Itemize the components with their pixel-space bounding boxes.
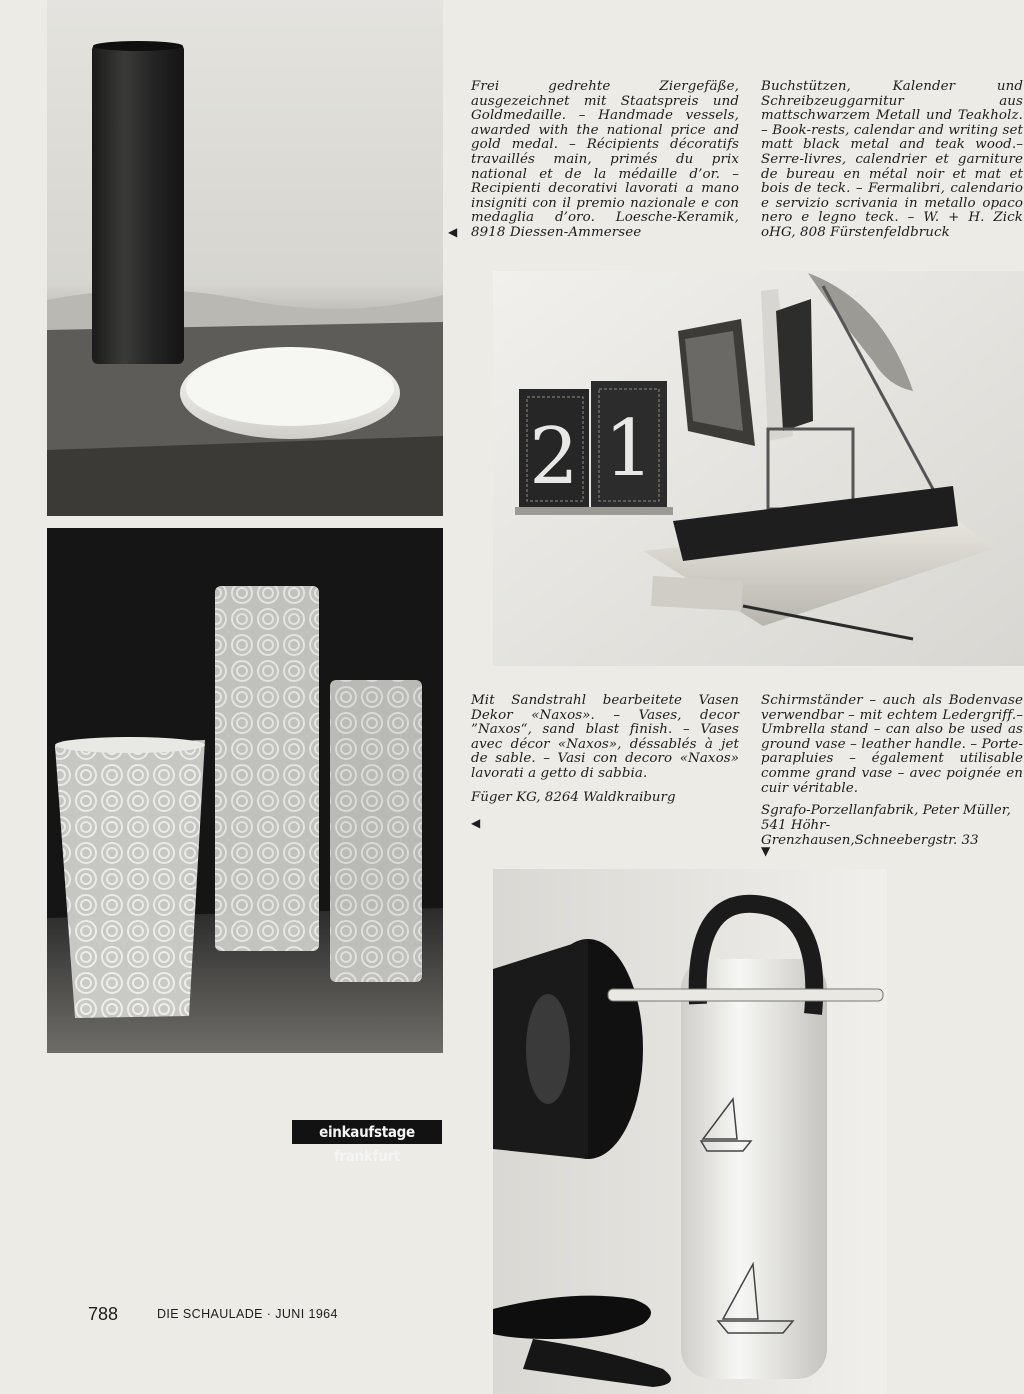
photo-ceramic-vessels <box>47 0 443 516</box>
arrow-left-icon: ◀ <box>471 816 481 830</box>
caption-umbrella-stand: Schirmständer – auch als Bodenvase verwendbar – mit echtem Ledergriff.– Umbrella stand – can also be used as ground vase – leather handle. – Porte-parapluies – également utilisable comme grand vase – avec poignée en cuir véritable. <box>761 693 1023 796</box>
caption-glass-vases: Mit Sandstrahl bearbeitete Vasen Dekor «Naxos». – Vases, decor ”Naxos“, sand blast finish. – Vases avec décor «Naxos», déssablés à jet de sable. – Vasi con decoro «Naxos» lavorati a getto di sabbia. <box>471 693 739 781</box>
photo-umbrella-stand <box>493 869 887 1394</box>
credit-glass-vases: Füger KG, 8264 Waldkraiburg <box>471 790 676 805</box>
caption-ceramic-vessels: Frei gedrehte Ziergefäße, ausgezeichnet mit Staatspreis und Goldmedaille. – Handmade vessels, awarded with the national price and gold medal. – Récipients décoratifs travaillés main, primés du prix national et de la médaille d’or. – Recipienti decorativi lavorati a mano insigniti con il premio nazionale e con medaglia d’oro. Loesche-Keramik, 8918 Diessen-Ammersee <box>471 79 739 240</box>
page-number: 788 <box>88 1304 119 1324</box>
event-tag: einkaufstage frankfurt <box>292 1120 442 1144</box>
caption-desk-set: Buchstützen, Kalender und Schreibzeuggarnitur aus mattschwarzem Metall und Teakholz. – Book-rests, calendar and writing set matt black metal and teak wood.–Serre-livres, calendrier et garniture de bureau en métal noir et mat et bois de teck. – Fermalibri, calendario e servizio scrivania in metallo opaco nero e legno teck. – W. + H. Zick oHG, 808 Fürstenfeldbruck <box>761 79 1023 240</box>
arrow-left-icon: ◀ <box>448 225 458 239</box>
photo-desk-set <box>493 271 1024 666</box>
credit-umbrella-stand: Sgrafo-Porzellanfabrik, Peter Müller, 541 Höhr-Grenzhausen,Schneebergstr. 33 <box>761 803 1011 848</box>
journal-issue: DIE SCHAULADE · JUNI 1964 <box>157 1307 338 1321</box>
calendar-digit-two: 2 <box>529 412 579 502</box>
calendar-digit-one: 1 <box>604 404 654 494</box>
arrow-down-icon: ▼ <box>761 844 771 858</box>
photo-glass-vases <box>47 528 443 1053</box>
